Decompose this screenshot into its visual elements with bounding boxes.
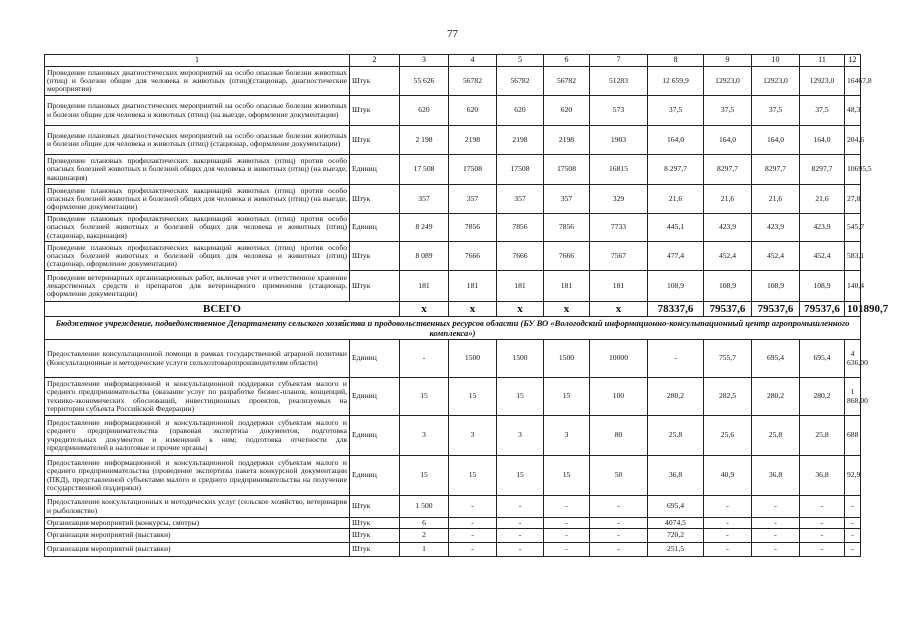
value-cell: 51283 — [590, 67, 648, 96]
value-cell: 280,2 — [648, 378, 704, 416]
column-number-cell: 12 — [845, 55, 861, 67]
value-cell: 7856 — [497, 214, 544, 242]
unit-cell: Штук — [350, 518, 400, 529]
value-cell: 1 500 — [400, 496, 449, 518]
value-cell: - — [400, 340, 449, 378]
table-row — [45, 416, 861, 456]
value-cell: - — [590, 543, 648, 557]
column-number-cell: 2 — [350, 55, 400, 67]
value-cell: 2198 — [449, 126, 497, 155]
total-value: 78337,6 — [648, 302, 704, 317]
total-label: ВСЕГО — [45, 302, 400, 317]
service-description: Проведение плановых профилактических вакцинаций животных (птиц) против особо опасных болезней животных и болезней общих для человека и животных (птиц) (на выезде, вакцинация) — [45, 155, 350, 185]
value-cell: 7666 — [449, 242, 497, 271]
column-number-row — [45, 55, 861, 67]
total-value: х — [449, 302, 497, 317]
service-description: Организация мероприятий (конкурсы, смотры) — [45, 518, 350, 529]
value-cell: - — [752, 529, 800, 543]
value-cell: 17 508 — [400, 155, 449, 185]
value-cell: 50 — [590, 456, 648, 496]
value-cell: 36,8 — [800, 456, 845, 496]
value-cell: 3 — [544, 416, 590, 456]
value-cell: 204,6 — [845, 126, 861, 155]
value-cell: 1 — [400, 543, 449, 557]
table-row — [45, 271, 861, 302]
value-cell: - — [497, 496, 544, 518]
value-cell: 21,6 — [648, 185, 704, 214]
value-cell: 2 198 — [400, 126, 449, 155]
value-cell: - — [845, 543, 861, 557]
value-cell: 40,9 — [704, 456, 752, 496]
value-cell: 1500 — [544, 340, 590, 378]
value-cell: - — [590, 529, 648, 543]
value-cell: - — [590, 496, 648, 518]
value-cell: 12923,0 — [800, 67, 845, 96]
value-cell: 15 — [449, 378, 497, 416]
value-cell: 4074,5 — [648, 518, 704, 529]
value-cell: 164,0 — [752, 126, 800, 155]
column-number-cell: 7 — [590, 55, 648, 67]
value-cell: 695,4 — [800, 340, 845, 378]
column-number-cell: 9 — [704, 55, 752, 67]
value-cell: 357 — [497, 185, 544, 214]
unit-cell: Штук — [350, 126, 400, 155]
total-value: х — [544, 302, 590, 317]
value-cell: 620 — [449, 96, 497, 126]
value-cell: 80 — [590, 416, 648, 456]
budget-table — [44, 54, 889, 557]
value-cell: - — [497, 518, 544, 529]
value-cell: 12923,0 — [752, 67, 800, 96]
value-cell: 17508 — [449, 155, 497, 185]
value-cell: 280,2 — [800, 378, 845, 416]
value-cell: 545,7 — [845, 214, 861, 242]
value-cell: 1500 — [449, 340, 497, 378]
value-cell: 16815 — [590, 155, 648, 185]
table-row — [45, 214, 861, 242]
unit-cell: Штук — [350, 529, 400, 543]
value-cell: 181 — [449, 271, 497, 302]
value-cell: 164,0 — [800, 126, 845, 155]
total-value: 79537,6 — [704, 302, 752, 317]
unit-cell: Штук — [350, 185, 400, 214]
value-cell: 181 — [400, 271, 449, 302]
value-cell: 620 — [497, 96, 544, 126]
total-value: 79537,6 — [800, 302, 845, 317]
value-cell: 357 — [400, 185, 449, 214]
value-cell: 108,9 — [704, 271, 752, 302]
table-row — [45, 340, 861, 378]
value-cell: 8 297,7 — [648, 155, 704, 185]
value-cell: - — [648, 340, 704, 378]
value-cell: - — [704, 543, 752, 557]
value-cell: 36,8 — [648, 456, 704, 496]
value-cell: 21,6 — [752, 185, 800, 214]
value-cell: 620 — [544, 96, 590, 126]
value-cell: 181 — [497, 271, 544, 302]
column-number-cell: 5 — [497, 55, 544, 67]
column-number-cell: 10 — [752, 55, 800, 67]
value-cell: 25,6 — [704, 416, 752, 456]
value-cell: 8 249 — [400, 214, 449, 242]
value-cell: 7733 — [590, 214, 648, 242]
table-row — [45, 96, 861, 126]
value-cell: - — [752, 518, 800, 529]
value-cell: 164,0 — [648, 126, 704, 155]
value-cell: - — [449, 529, 497, 543]
value-cell: 21,6 — [704, 185, 752, 214]
value-cell: 452,4 — [704, 242, 752, 271]
column-number-cell: 11 — [800, 55, 845, 67]
value-cell: 37,5 — [752, 96, 800, 126]
value-cell: 92,9 — [845, 456, 861, 496]
value-cell: 423,9 — [800, 214, 845, 242]
value-cell: 7666 — [544, 242, 590, 271]
unit-cell: Штук — [350, 242, 400, 271]
value-cell: 583,1 — [845, 242, 861, 271]
value-cell: 620 — [400, 96, 449, 126]
value-cell: 3 — [449, 416, 497, 456]
unit-cell: Штук — [350, 67, 400, 96]
value-cell: 8 089 — [400, 242, 449, 271]
value-cell: 55 626 — [400, 67, 449, 96]
value-cell: - — [704, 529, 752, 543]
value-cell: - — [544, 518, 590, 529]
value-cell: 108,9 — [800, 271, 845, 302]
service-description: Предоставление консультационных и методических услуг (сельское хозяйство, ветеринария и рыболовство) — [45, 496, 350, 518]
value-cell: 7856 — [449, 214, 497, 242]
table-row — [45, 242, 861, 271]
value-cell: 4 636,00 — [845, 340, 861, 378]
value-cell: - — [800, 529, 845, 543]
value-cell: 3 — [400, 416, 449, 456]
table-row — [45, 185, 861, 214]
unit-cell: Штук — [350, 496, 400, 518]
column-number-cell: 3 — [400, 55, 449, 67]
value-cell: 140,4 — [845, 271, 861, 302]
value-cell: 56782 — [449, 67, 497, 96]
value-cell: 452,4 — [800, 242, 845, 271]
section-row — [45, 317, 861, 340]
table-row — [45, 529, 861, 543]
value-cell: 423,9 — [752, 214, 800, 242]
value-cell: 36,8 — [752, 456, 800, 496]
table-row — [45, 378, 861, 416]
value-cell: 21,6 — [800, 185, 845, 214]
value-cell: 15 — [497, 378, 544, 416]
value-cell: 282,5 — [704, 378, 752, 416]
value-cell: 755,7 — [704, 340, 752, 378]
value-cell: 16467,8 — [845, 67, 861, 96]
value-cell: 27,8 — [845, 185, 861, 214]
column-number-cell: 1 — [45, 55, 350, 67]
service-description: Проведение плановых диагностических мероприятий на особо опасные болезни животных и болезни общие для человека и животных (птиц) (на выезде, оформление документации) — [45, 96, 350, 126]
table-row — [45, 126, 861, 155]
value-cell: 477,4 — [648, 242, 704, 271]
unit-cell: Единиц — [350, 214, 400, 242]
value-cell: - — [800, 518, 845, 529]
column-number-cell: 4 — [449, 55, 497, 67]
value-cell: 17508 — [497, 155, 544, 185]
value-cell: 37,5 — [800, 96, 845, 126]
value-cell: - — [704, 518, 752, 529]
value-cell: 8297,7 — [800, 155, 845, 185]
value-cell: 15 — [497, 456, 544, 496]
section-title: Бюджетное учреждение, подведомственное Департаменту сельского хозяйства и продовольственных ресурсов области (БУ ВО «Вологодский информационно-консультационный центр агропромышленного комплекса») — [45, 317, 861, 340]
value-cell: 100 — [590, 378, 648, 416]
service-description: Предоставление информационной и консультационной поддержки субъектам малого и среднего предпринимательства (правовая экспертиза документов, подготовка учредительных документов и изменений к ним; подготовка отчетности для предпринимателей в налоговые и прочие органы) — [45, 416, 350, 456]
service-description: Организация мероприятий (выставки) — [45, 543, 350, 557]
total-value: 101890,7 — [845, 302, 861, 317]
value-cell: - — [845, 529, 861, 543]
value-cell: 25,8 — [752, 416, 800, 456]
value-cell: - — [497, 529, 544, 543]
value-cell: 181 — [544, 271, 590, 302]
unit-cell: Единиц — [350, 155, 400, 185]
service-description: Предоставление информационной и консультационной поддержки субъектам малого и среднего предпринимательства (проведение экспертизы пакета конкурсной документации (ПКД), представленной субъектами малого и среднего предпринимательства на получение государственной поддержки) — [45, 456, 350, 496]
value-cell: 280,2 — [752, 378, 800, 416]
total-value: х — [497, 302, 544, 317]
table-row — [45, 518, 861, 529]
value-cell: 15 — [400, 378, 449, 416]
table-row — [45, 456, 861, 496]
value-cell: 2198 — [497, 126, 544, 155]
value-cell: 108,9 — [752, 271, 800, 302]
total-value: 79537,6 — [752, 302, 800, 317]
value-cell: - — [845, 518, 861, 529]
value-cell: 25,8 — [648, 416, 704, 456]
value-cell: 2 — [400, 529, 449, 543]
value-cell: 6 — [400, 518, 449, 529]
service-description: Организация мероприятий (выставки) — [45, 529, 350, 543]
table-row — [45, 155, 861, 185]
table-row — [45, 543, 861, 557]
value-cell: 573 — [590, 96, 648, 126]
value-cell: - — [704, 496, 752, 518]
value-cell: 357 — [449, 185, 497, 214]
value-cell: 695,4 — [752, 340, 800, 378]
value-cell: 695,4 — [648, 496, 704, 518]
value-cell: 56782 — [544, 67, 590, 96]
value-cell: 2198 — [544, 126, 590, 155]
unit-cell: Штук — [350, 271, 400, 302]
value-cell: 8297,7 — [752, 155, 800, 185]
value-cell: - — [800, 496, 845, 518]
service-description: Проведение плановых профилактических вакцинаций животных (птиц) против особо опасных болезней животных и болезней общих для человека и животных (птиц) (на выезде, оформление документации) — [45, 185, 350, 214]
unit-cell: Единиц — [350, 456, 400, 496]
value-cell: - — [449, 496, 497, 518]
value-cell: 452,4 — [752, 242, 800, 271]
value-cell: - — [544, 543, 590, 557]
service-description: Проведение плановых диагностических мероприятий на особо опасные болезни животных (птиц) и болезни общие для человека и животных (птиц)(стационар, диагностические мероприятия) — [45, 67, 350, 96]
column-number-cell: 8 — [648, 55, 704, 67]
value-cell: 688 — [845, 416, 861, 456]
value-cell: - — [800, 543, 845, 557]
value-cell: 25,8 — [800, 416, 845, 456]
value-cell: - — [449, 543, 497, 557]
page-number: 77 — [447, 28, 458, 40]
table-row — [45, 67, 861, 96]
value-cell: 3 — [497, 416, 544, 456]
value-cell: 329 — [590, 185, 648, 214]
value-cell: 37,5 — [704, 96, 752, 126]
value-cell: - — [449, 518, 497, 529]
value-cell: 56782 — [497, 67, 544, 96]
column-number-cell: 6 — [544, 55, 590, 67]
value-cell: 12923,0 — [704, 67, 752, 96]
service-description: Проведение плановых диагностических мероприятий на особо опасные болезни животных и болезни общие для человека и животных (птиц) (стационар, оформление документации) — [45, 126, 350, 155]
value-cell: - — [752, 543, 800, 557]
value-cell: 15 — [544, 378, 590, 416]
value-cell: 10695,5 — [845, 155, 861, 185]
value-cell: 15 — [449, 456, 497, 496]
value-cell: 164,0 — [704, 126, 752, 155]
value-cell: 7567 — [590, 242, 648, 271]
value-cell: 720,2 — [648, 529, 704, 543]
value-cell: 17508 — [544, 155, 590, 185]
value-cell: 1 868,00 — [845, 378, 861, 416]
value-cell: 445,1 — [648, 214, 704, 242]
value-cell: 1500 — [497, 340, 544, 378]
total-value: х — [590, 302, 648, 317]
value-cell: 7666 — [497, 242, 544, 271]
value-cell: 15 — [400, 456, 449, 496]
service-description: Предоставление информационной и консультационной поддержки субъектам малого и среднего предпринимательства (оказание услуг по разработке бизнес-планов, концепций, технико-экономических обоснований, инвестиционных проектов, реализуемых на территории субъекта Российской Федерации) — [45, 378, 350, 416]
value-cell: - — [497, 543, 544, 557]
unit-cell: Штук — [350, 96, 400, 126]
value-cell: 181 — [590, 271, 648, 302]
service-description: Предоставление консультационной помощи в рамках государственной аграрной политики (Консультационные и методические услуги сельхозтоваропроизводителям области) — [45, 340, 350, 378]
value-cell: 251,5 — [648, 543, 704, 557]
unit-cell: Единиц — [350, 416, 400, 456]
unit-cell: Единиц — [350, 340, 400, 378]
value-cell: 12 659,9 — [648, 67, 704, 96]
value-cell: - — [845, 496, 861, 518]
value-cell: - — [544, 529, 590, 543]
value-cell: 423,9 — [704, 214, 752, 242]
service-description: Проведение плановых профилактических вакцинаций животных (птиц) против особо опасных болезней животных и болезней общих для человека и животных (птиц) (стационар, вакцинация) — [45, 214, 350, 242]
value-cell: 1903 — [590, 126, 648, 155]
value-cell: 37,5 — [648, 96, 704, 126]
value-cell: 7856 — [544, 214, 590, 242]
value-cell: 108,9 — [648, 271, 704, 302]
total-row — [45, 302, 861, 317]
value-cell: - — [590, 518, 648, 529]
value-cell: 357 — [544, 185, 590, 214]
value-cell: 8297,7 — [704, 155, 752, 185]
service-description: Проведение плановых профилактических вакцинаций животных (птиц) против особо опасных болезней животных и болезней общих для человека и животных (птиц) (стационар, оформление документации) — [45, 242, 350, 271]
unit-cell: Единиц — [350, 378, 400, 416]
table-row — [45, 496, 861, 518]
value-cell: - — [544, 496, 590, 518]
value-cell: 15 — [544, 456, 590, 496]
value-cell: 10000 — [590, 340, 648, 378]
value-cell: - — [752, 496, 800, 518]
unit-cell: Штук — [350, 543, 400, 557]
service-description: Проведение ветеринарных организационных работ, включая учет и ответственное хранение лекарственных средств и препаратов для ветеринарного применения (стационар, оформление документации) — [45, 271, 350, 302]
value-cell: 48,3 — [845, 96, 861, 126]
total-value: х — [400, 302, 449, 317]
